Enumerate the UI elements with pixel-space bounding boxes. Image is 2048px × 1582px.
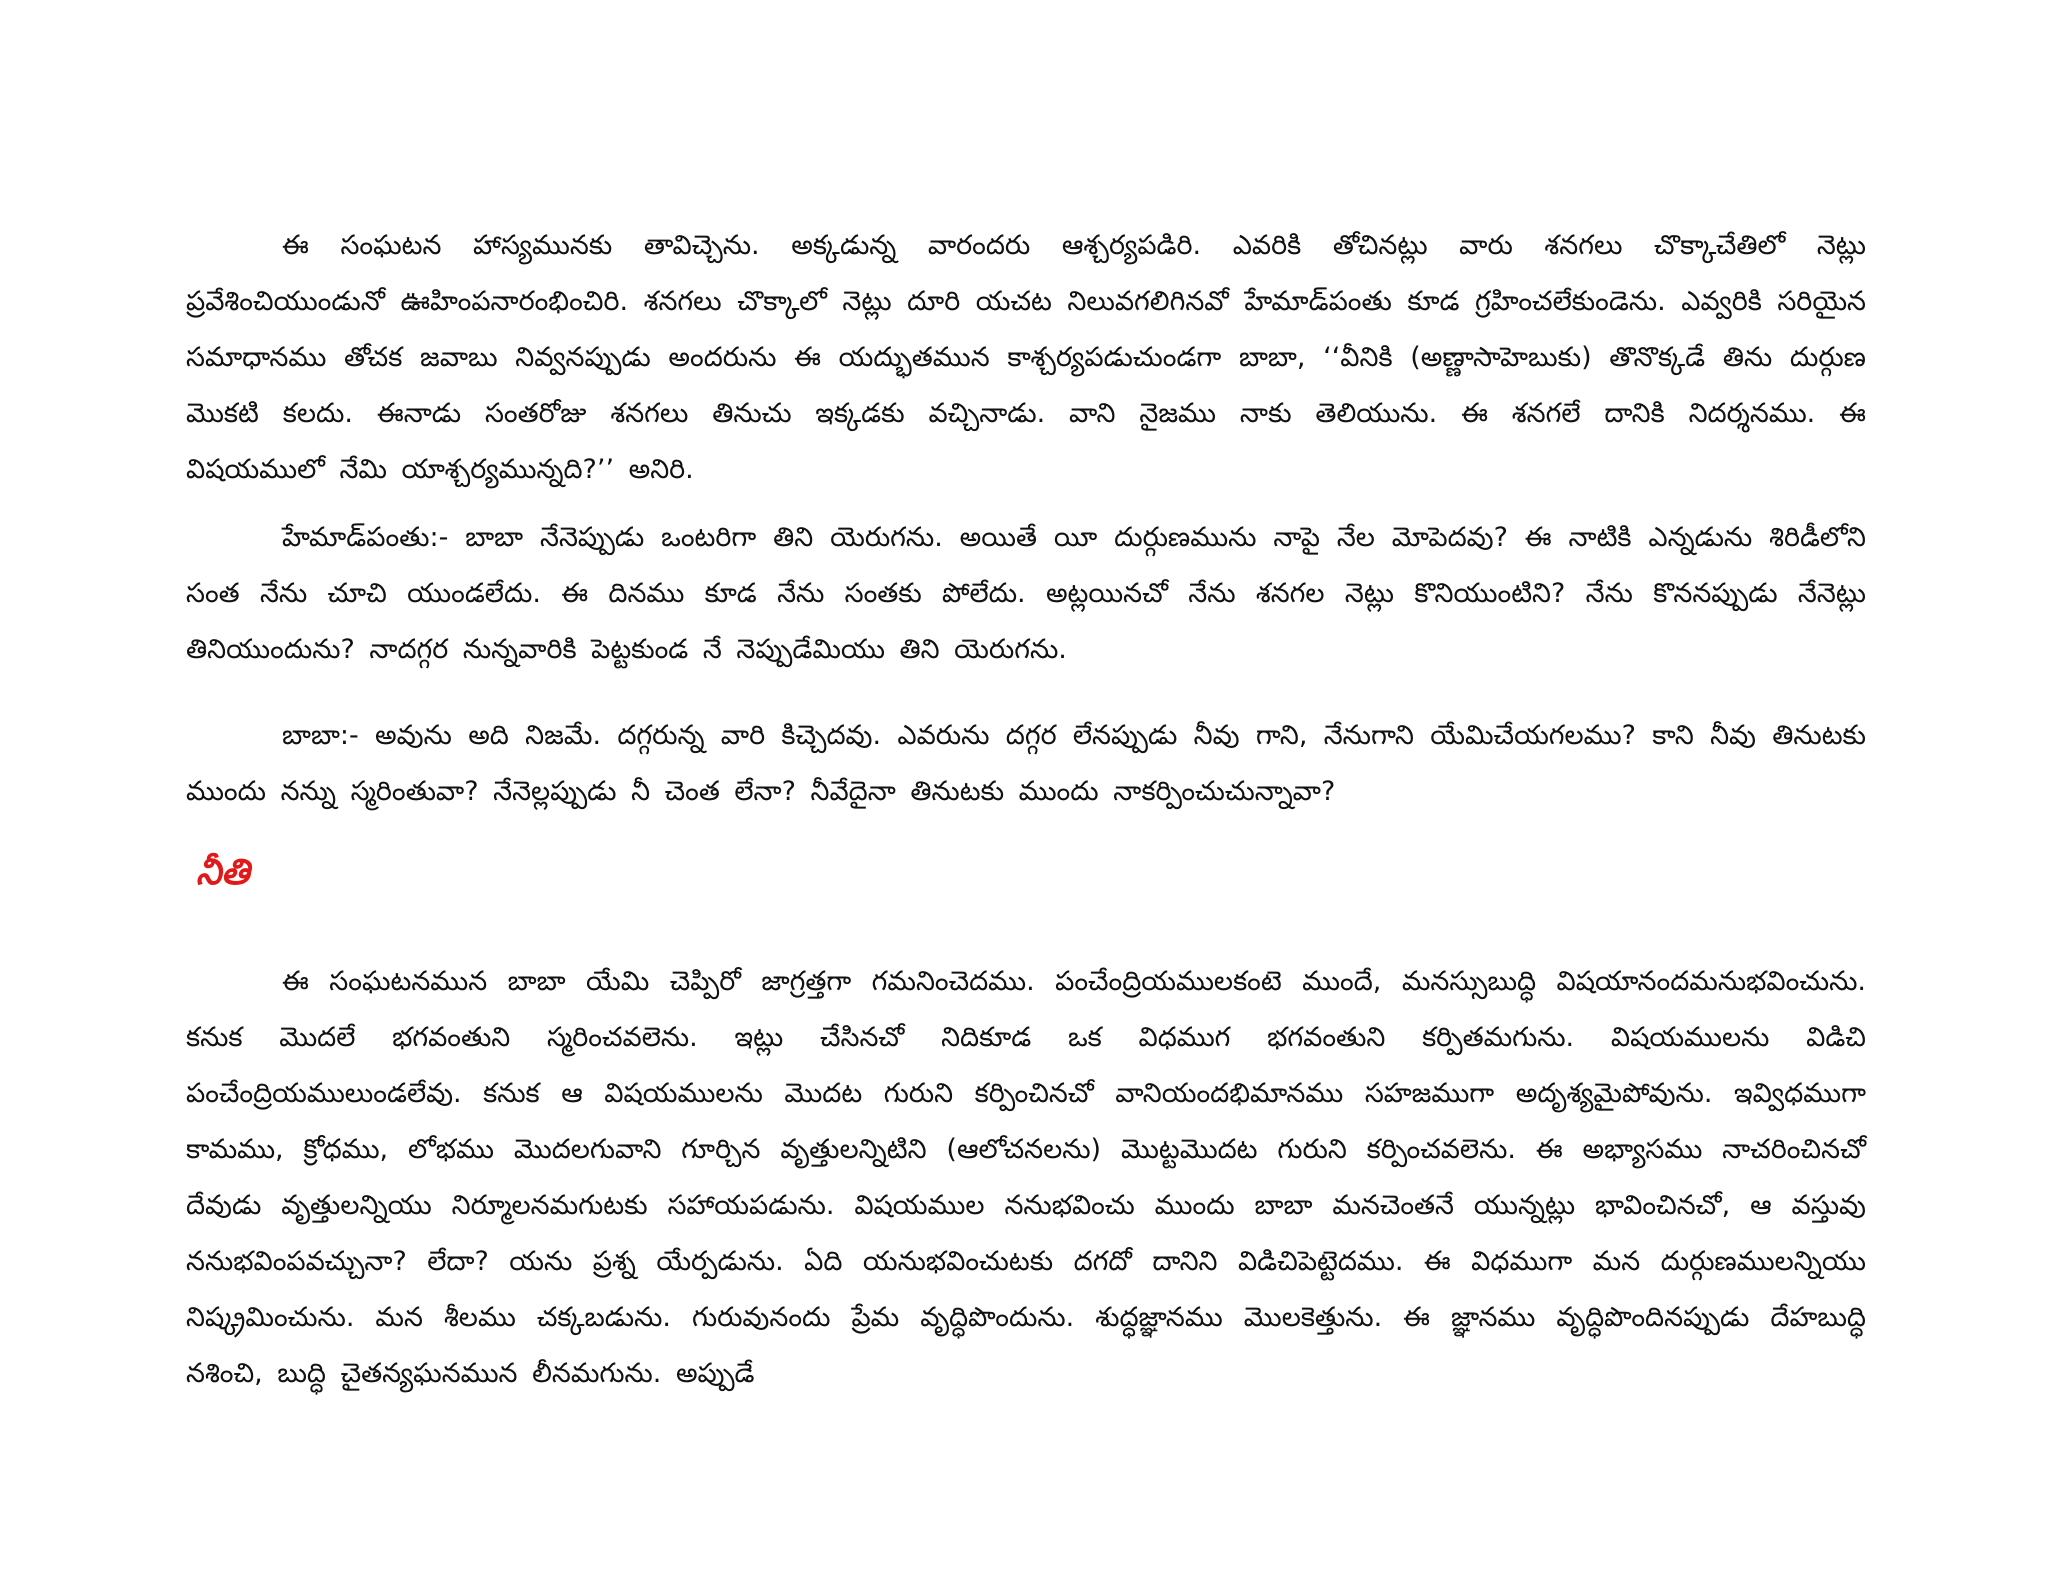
paragraph-baba-reply: బాబా:- అవును అది నిజమే. దగ్గరున్న వారి కిచ్చెదవు. ఎవరును దగ్గర లేనప్పుడు నీవు గాని, నేనుగాని యేమిచేయగలము? కాని నీవు తినుటకు ముందు నన్ను స్మరింతువా? నేనెల్లప్పుడు నీ చెంత లేనా? నీవేదైనా తినుటకు ముందు నాకర్పించుచున్నావా? <box>186 720 1866 807</box>
paragraph-moral: ఈ సంఘటనమున బాబా యేమి చెప్పిరో జాగ్రత్తగా గమనించెదము. పంచేంద్రియములకంటె ముందే, మనస్సుబుద్ధి విషయానందమనుభవించును. కనుక మొదలే భగవంతుని స్మరించవలెను. ఇట్లు చేసినచో నిదికూడ ఒక విధముగ భగవంతుని కర్పితమగును. విషయములను విడిచి పంచేంద్రియములుండలేవు. కనుక ఆ విషయములను మొదట గురుని కర్పించినచో వానియందభిమానము సహజముగా అదృశ్యమైపోవును. ఇవ్విధముగా కామము, క్రోధము, లోభము మొదలగువాని గూర్చిన వృత్తులన్నిటిని (ఆలోచనలను) మొట్టమొదట గురుని కర్పించవలెను. ఈ అభ్యాసము నాచరించినచో దేవుడు వృత్తులన్నియు నిర్మూలనమగుటకు సహాయపడును. విషయముల ననుభవించు ముందు బాబా మనచెంతనే యున్నట్లు భావించినచో, ఆ వస్తువు ననుభవింపవచ్చునా? లేదా? యను ప్రశ్న యేర్పడును. ఏది యనుభవించుటకు దగదో దానిని విడిచిపెట్టెదము. ఈ విధముగా మన దుర్గుణములన్నియు నిష్క్రమించును. మన శీలము చక్కబడును. గురువునందు ప్రేమ వృద్ధిపొందును. శుద్ధజ్ఞానము మొలకెత్తును. ఈ జ్ఞానము వృద్ధిపొందినప్పుడు దేహబుద్ధి నశించి, బుద్ధి చైతన్యఘనమున లీనమగును. అప్పుడే <box>186 966 1866 1389</box>
paragraph-incident: ఈ సంఘటన హాస్యమునకు తావిచ్చెను. అక్కడున్న వారందరు ఆశ్చర్యపడిరి. ఎవరికి తోచినట్లు వారు శనగలు చొక్కాచేతిలో నెట్లు ప్రవేశించియుండునో ఊహింపనారంభించిరి. శనగలు చొక్కాలో నెట్లు దూరి యచట నిలువగలిగినవో హేమాడ్‌పంతు కూడ గ్రహించలేకుండెను. ఎవ్వరికి సరియైన సమాధానము తోచక జవాబు నివ్వనప్పుడు అందరును ఈ యద్భుతమున కాశ్చర్యపడుచుండగా బాబా, ‘‘వీనికి (అణ్ణాసాహెబుకు) తొనొక్కడే తిను దుర్గుణ మొకటి కలదు. ఈనాడు సంతరోజు శనగలు తినుచు ఇక్కడకు వచ్చినాడు. వాని నైజము నాకు తెలియును. ఈ శనగలే దానికి నిదర్శనము. ఈ విషయములో నేమి యాశ్చర్యమున్నది?’’ అనిరి. <box>186 230 1866 485</box>
paragraph-hemadpant-reply: హేమాడ్‌పంతు:- బాబా నేనెప్పుడు ఒంటరిగా తిని యెరుగను. అయితే యీ దుర్గుణమును నాపై నేల మోపెదవు? ఈ నాటికి ఎన్నడును శిరిడీలోని సంత నేను చూచి యుండలేదు. ఈ దినము కూడ నేను సంతకు పోలేదు. అట్లయినచో నేను శనగల నెట్లు కొనియుంటిని? నేను కొననప్పుడు నేనెట్లు తినియుందును? నాదగ్గర నున్నవారికి పెట్టకుండ నే నెప్పుడేమియు తిని యెరుగను. <box>186 522 1866 665</box>
section-heading-moral: నీతి <box>196 852 250 893</box>
